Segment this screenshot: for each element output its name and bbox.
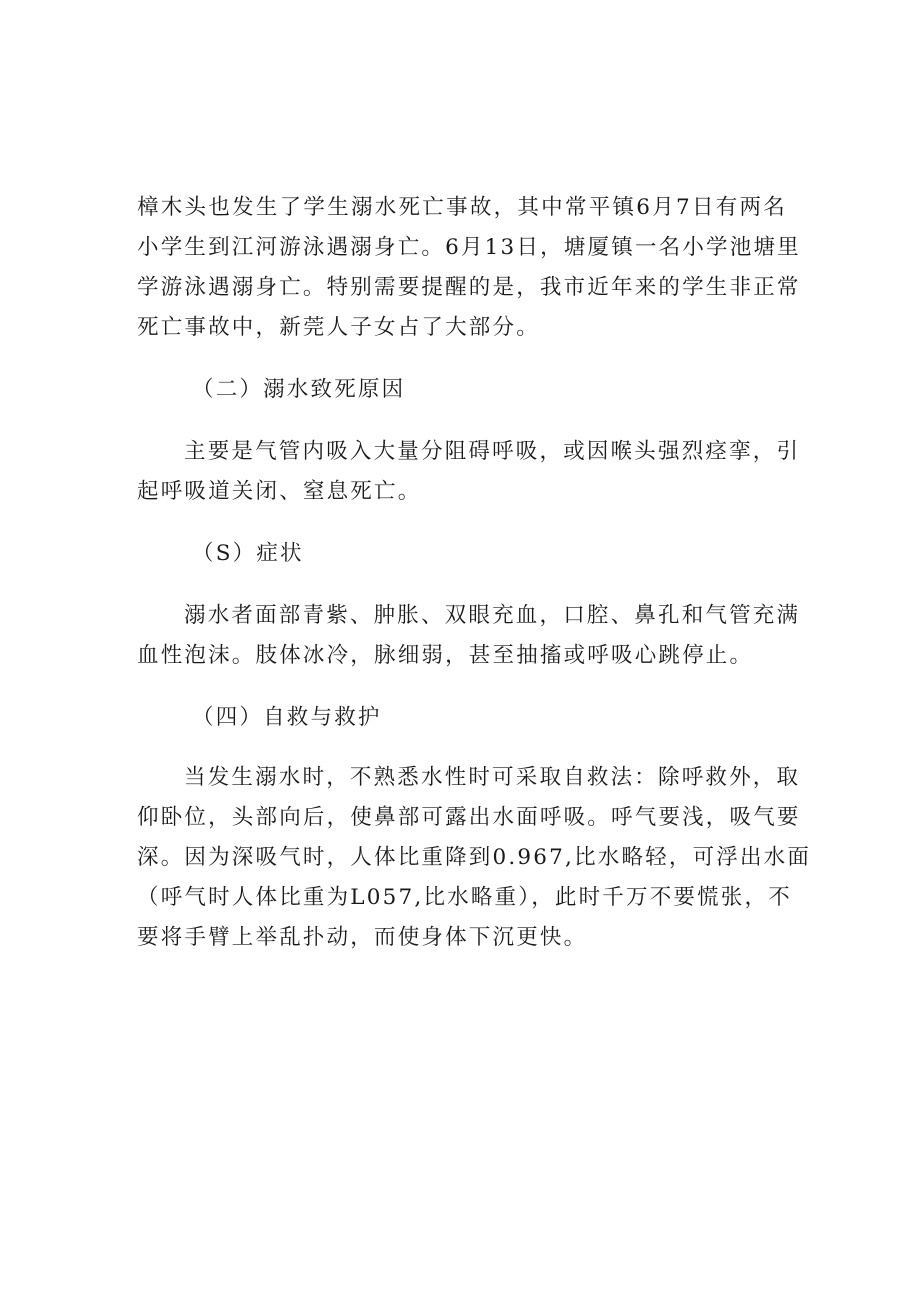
section-heading-3: （S）症状 — [192, 541, 304, 566]
document-body — [137, 188, 812, 958]
section-heading-4: （四）自救与救护 — [192, 705, 382, 730]
spacer — [137, 676, 787, 698]
section-heading-2: （二）溺水致死原因 — [192, 377, 406, 402]
text-line: （呼气时人体比重为L057,比水略重），此时千万不要慌张，不 — [137, 885, 792, 910]
text-line: 溺水者面部青紫、肿胀、双眼充血，口腔、鼻孔和气管充满 — [184, 603, 801, 628]
text-line: 仰卧位，头部向后，使鼻部可露出水面呼吸。呼气要浅，吸气要 — [137, 805, 801, 830]
paragraph-1 — [137, 188, 801, 348]
text-line: 小学生到江河游泳遇溺身亡。6月13日，塘厦镇一名小学池塘里 — [137, 235, 801, 260]
paragraph-3 — [137, 596, 801, 676]
text-line: 学游泳遇溺身亡。特别需要提醒的是，我市近年来的学生非正常 — [137, 275, 801, 300]
paragraph-4 — [137, 758, 812, 958]
text-line: 当发生溺水时，不熟悉水性时可采取自救法：除呼救外，取 — [184, 765, 801, 790]
text-line: 主要是气管内吸入大量分阻碍呼吸，或因喉头强烈痉挛，引 — [184, 439, 801, 464]
spacer — [137, 348, 787, 370]
spacer — [137, 410, 787, 432]
text-line: 血性泡沫。肢体冰冷，脉细弱，甚至抽搐或呼吸心跳停止。 — [137, 643, 754, 668]
paragraph-2 — [137, 432, 801, 512]
text-line: 深。因为深吸气时，人体比重降到0.967,比水略轻，可浮出水面 — [137, 845, 812, 870]
spacer — [137, 738, 787, 758]
spacer — [137, 574, 787, 596]
text-line: 起呼吸道关闭、窒息死亡。 — [137, 479, 422, 504]
text-line: 樟木头也发生了学生溺水死亡事故，其中常平镇6月7日有两名 — [137, 195, 787, 220]
text-line: 死亡事故中，新莞人子女占了大部分。 — [137, 315, 540, 340]
spacer — [137, 512, 787, 534]
text-line: 要将手臂上举乱扑动，而使身体下沉更快。 — [137, 925, 588, 950]
